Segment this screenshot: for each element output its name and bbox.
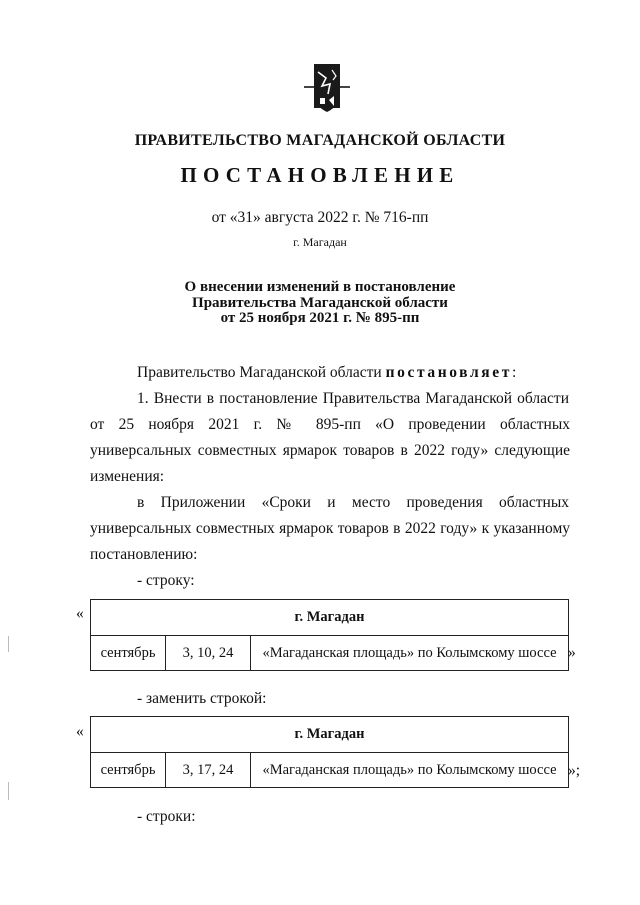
open-quote-2: « (76, 723, 84, 740)
table-new-place: «Магаданская площадь» по Колымскому шоссе (251, 753, 569, 788)
scan-margin-mark (8, 782, 9, 800)
table-new-dates: 3, 17, 24 (166, 753, 251, 788)
fair-table-new (90, 716, 569, 788)
paragraph-1-line-4: изменения: (90, 468, 165, 485)
table-new-heading: г. Магадан (91, 717, 569, 753)
preamble-text: Правительство Магаданской области (137, 364, 386, 381)
preamble-verb: постановляет (385, 364, 512, 381)
paragraph-1-line-1: 1. Внести в постановление Правительства Магаданской области (137, 390, 569, 407)
close-quote-1: » (568, 644, 576, 661)
paragraph-1-line-3: универсальных совместных ярмарок товаров в 2022 году» следующие (90, 442, 570, 459)
preamble-colon: : (511, 364, 517, 381)
table-old-month: сентябрь (91, 636, 166, 671)
scan-margin-mark (8, 636, 9, 652)
table-old-place: «Магаданская площадь» по Колымскому шоссе (251, 636, 569, 671)
paragraph-2-line-3: постановлению: (90, 546, 198, 563)
organization-title: ПРАВИТЕЛЬСТВО МАГАДАНСКОЙ ОБЛАСТИ (134, 132, 506, 149)
paragraph-1-line-2: от 25 ноября 2021 г. № 895-пп «О проведении областных (90, 416, 570, 433)
rows-label: - строки: (137, 808, 196, 825)
subject-line-1: О внесении изменений в постановление (184, 279, 456, 295)
document-subject (0, 280, 640, 327)
open-quote-1: « (76, 605, 84, 622)
close-quote-2: »; (568, 762, 581, 779)
fair-table-old (90, 599, 569, 671)
paragraph-2-line-2: универсальных совместных ярмарок товаров в 2022 году» к указанному (90, 520, 570, 537)
paragraph-2-line-1: в Приложении «Сроки и место проведения областных (137, 494, 569, 511)
row-label: - строку: (137, 572, 195, 589)
subject-line-2: Правительства Магаданской области (192, 294, 448, 311)
document-city: г. Магадан (293, 235, 347, 249)
replace-label: - заменить строкой: (137, 690, 267, 707)
preamble (137, 364, 577, 382)
table-old-dates: 3, 10, 24 (166, 636, 251, 671)
table-old-heading: г. Магадан (91, 600, 569, 636)
coat-of-arms-icon (300, 62, 354, 114)
document-type: ПОСТАНОВЛЕНИЕ (180, 163, 460, 187)
subject-line-3: от 25 ноября 2021 г. № 895-пп (220, 310, 420, 326)
table-new-month: сентябрь (91, 753, 166, 788)
document-date-number: от «31» августа 2022 г. № 716-пп (211, 209, 429, 226)
